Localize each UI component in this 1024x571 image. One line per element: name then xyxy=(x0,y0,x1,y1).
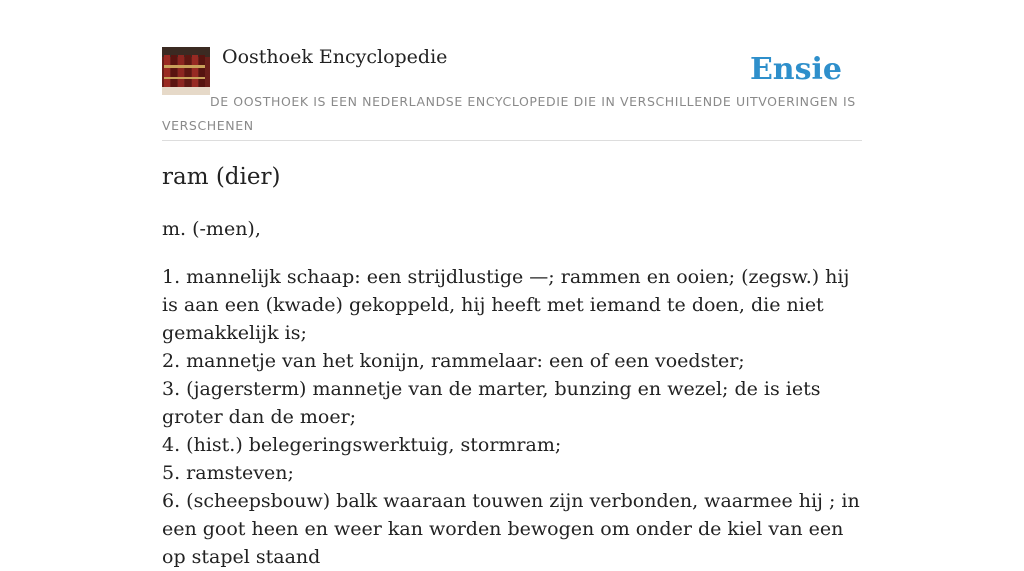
brand-logo-link[interactable]: Ensie xyxy=(749,52,842,87)
entry-title: ram (dier) xyxy=(162,164,281,190)
definition-item: 6. (scheepsbouw) balk waaraan touwen zijn verbonden, waarmee hij ; in een goot heen en weer kan worden bewogen om onder de kiel van een op stapel staand xyxy=(162,490,860,568)
definition-item: 1. mannelijk schaap: een strijdlustige —; rammen en ooien; (zegsw.) hij is aan een (kwade) gekoppeld, hij heeft met iemand te doen, die niet gemakkelijk is; xyxy=(162,266,850,344)
encyclopedia-books-avatar[interactable] xyxy=(162,47,210,95)
definition-item: 3. (jagersterm) mannetje van de marter, bunzing en wezel; de is iets groter dan de moer; xyxy=(162,378,821,428)
site-title[interactable]: Oosthoek Encyclopedie xyxy=(222,46,448,68)
site-tagline: DE OOSTHOEK IS EEN NEDERLANDSE ENCYCLOPEDIE DIE IN VERSCHILLENDE UITVOERINGEN IS VERSCHENEN xyxy=(162,94,856,133)
entry-grammar: m. (-men), xyxy=(162,218,261,240)
site-header xyxy=(162,44,862,141)
books-image xyxy=(162,47,210,95)
definition-item: 2. mannetje van het konijn, rammelaar: een of een voedster; xyxy=(162,350,745,372)
definition-item: 5. ramsteven; xyxy=(162,462,294,484)
definition-list xyxy=(162,263,868,571)
definition-item: 4. (hist.) belegeringswerktuig, stormram; xyxy=(162,434,562,456)
